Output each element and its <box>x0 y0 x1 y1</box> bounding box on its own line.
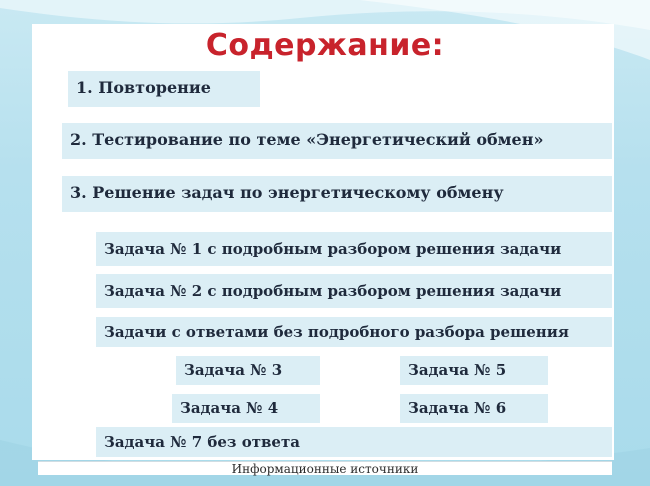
menu-item-task7[interactable]: Задача № 7 без ответа <box>96 427 612 457</box>
menu-item-repeat[interactable]: 1. Повторение <box>68 71 260 107</box>
page-title: Содержание: <box>205 28 445 63</box>
footer-sources-link[interactable]: Информационные источники <box>38 461 612 475</box>
menu-item-task3[interactable]: Задача № 3 <box>176 356 320 385</box>
menu-item-tasks-answers[interactable]: Задачи с ответами без подробного разбора решения <box>96 317 612 347</box>
menu-item-testing[interactable]: 2. Тестирование по теме «Энергетический обмен» <box>62 123 612 159</box>
menu-item-task5[interactable]: Задача № 5 <box>400 356 548 385</box>
menu-item-task6[interactable]: Задача № 6 <box>400 394 548 423</box>
menu-item-task1[interactable]: Задача № 1 с подробным разбором решения задачи <box>96 232 612 266</box>
menu-item-task4[interactable]: Задача № 4 <box>172 394 320 423</box>
menu-item-task2[interactable]: Задача № 2 с подробным разбором решения задачи <box>96 274 612 308</box>
menu-item-solving[interactable]: 3. Решение задач по энергетическому обмену <box>62 176 612 212</box>
